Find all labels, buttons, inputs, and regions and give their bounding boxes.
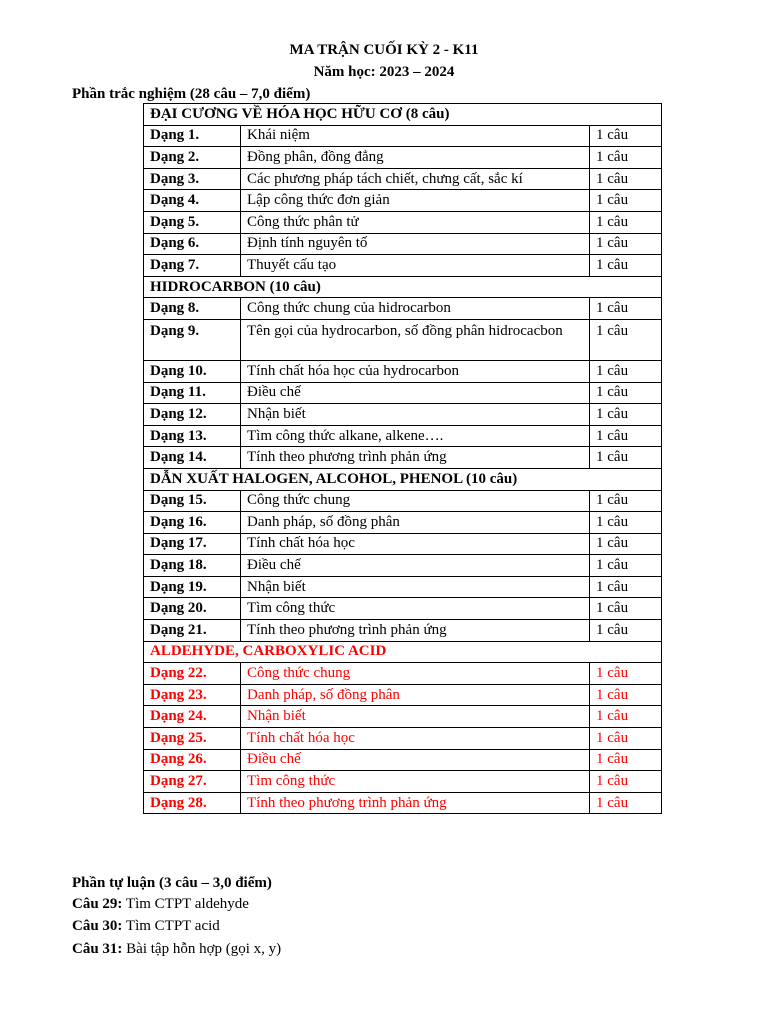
count-cell: 1 câu <box>590 125 662 147</box>
count-cell: 1 câu <box>590 576 662 598</box>
table-row <box>144 360 662 382</box>
dang-label: Dạng 17. <box>144 533 241 555</box>
dang-label: Dạng 13. <box>144 425 241 447</box>
count-cell: 1 câu <box>590 555 662 577</box>
essay-question-text: Tìm CTPT aldehyde <box>122 896 249 912</box>
count-cell: 1 câu <box>590 792 662 814</box>
section-header-row <box>144 276 662 298</box>
topic-cell: Tính chất hóa học <box>241 728 590 750</box>
table-row <box>144 598 662 620</box>
section-heading: ALDEHYDE, CARBOXYLIC ACID <box>144 641 662 663</box>
dang-label: Dạng 12. <box>144 404 241 426</box>
dang-label: Dạng 15. <box>144 490 241 512</box>
table-row <box>144 233 662 255</box>
topic-cell: Tìm công thức <box>241 771 590 793</box>
section-header-row <box>144 468 662 490</box>
exam-matrix-table <box>143 103 662 814</box>
multiple-choice-heading: Phần trắc nghiệm (28 câu – 7,0 điểm) <box>72 86 311 102</box>
topic-cell: Công thức chung <box>241 490 590 512</box>
dang-label: Dạng 26. <box>144 749 241 771</box>
dang-label: Dạng 16. <box>144 512 241 534</box>
topic-cell: Điều chế <box>241 555 590 577</box>
count-cell: 1 câu <box>590 728 662 750</box>
table-row <box>144 663 662 685</box>
table-row <box>144 382 662 404</box>
essay-question-label: Câu 29: <box>72 896 123 912</box>
table-row <box>144 319 662 360</box>
dang-label: Dạng 19. <box>144 576 241 598</box>
table-row <box>144 447 662 469</box>
topic-cell: Các phương pháp tách chiết, chưng cất, sắc kí <box>241 168 590 190</box>
table-row <box>144 771 662 793</box>
count-cell: 1 câu <box>590 211 662 233</box>
topic-cell: Tính theo phương trình phản ứng <box>241 620 590 642</box>
table-row <box>144 555 662 577</box>
count-cell: 1 câu <box>590 771 662 793</box>
table-row <box>144 125 662 147</box>
topic-cell: Công thức chung của hidrocarbon <box>241 298 590 320</box>
count-cell: 1 câu <box>590 490 662 512</box>
essay-question-text: Bài tập hỗn hợp (gọi x, y) <box>122 941 282 957</box>
dang-label: Dạng 25. <box>144 728 241 750</box>
count-cell: 1 câu <box>590 190 662 212</box>
dang-label: Dạng 3. <box>144 168 241 190</box>
topic-cell: Công thức phân tử <box>241 211 590 233</box>
topic-cell: Tìm công thức <box>241 598 590 620</box>
dang-label: Dạng 9. <box>144 319 241 360</box>
table-row <box>144 425 662 447</box>
count-cell: 1 câu <box>590 533 662 555</box>
table-row <box>144 490 662 512</box>
school-year: Năm học: 2023 – 2024 <box>313 64 455 80</box>
section-heading: HIDROCARBON (10 câu) <box>144 276 662 298</box>
count-cell: 1 câu <box>590 168 662 190</box>
count-cell: 1 câu <box>590 319 662 360</box>
section-heading: ĐẠI CƯƠNG VỀ HÓA HỌC HỮU CƠ (8 câu) <box>144 104 662 126</box>
count-cell: 1 câu <box>590 404 662 426</box>
dang-label: Dạng 20. <box>144 598 241 620</box>
count-cell: 1 câu <box>590 360 662 382</box>
dang-label: Dạng 14. <box>144 447 241 469</box>
topic-cell: Nhận biết <box>241 576 590 598</box>
dang-label: Dạng 23. <box>144 684 241 706</box>
count-cell: 1 câu <box>590 620 662 642</box>
dang-label: Dạng 22. <box>144 663 241 685</box>
count-cell: 1 câu <box>590 255 662 277</box>
count-cell: 1 câu <box>590 706 662 728</box>
count-cell: 1 câu <box>590 425 662 447</box>
dang-label: Dạng 11. <box>144 382 241 404</box>
dang-label: Dạng 24. <box>144 706 241 728</box>
essay-question-label: Câu 31: <box>72 941 123 957</box>
topic-cell: Nhận biết <box>241 404 590 426</box>
table-row <box>144 298 662 320</box>
dang-label: Dạng 27. <box>144 771 241 793</box>
topic-cell: Tìm công thức alkane, alkene…. <box>241 425 590 447</box>
table-row <box>144 255 662 277</box>
dang-label: Dạng 18. <box>144 555 241 577</box>
table-row <box>144 168 662 190</box>
table-row <box>144 620 662 642</box>
topic-cell: Danh pháp, số đồng phân <box>241 512 590 534</box>
essay-item <box>72 894 249 914</box>
count-cell: 1 câu <box>590 749 662 771</box>
topic-cell: Tính theo phương trình phản ứng <box>241 447 590 469</box>
topic-cell: Điều chế <box>241 382 590 404</box>
dang-label: Dạng 2. <box>144 147 241 169</box>
table-row <box>144 533 662 555</box>
count-cell: 1 câu <box>590 512 662 534</box>
count-cell: 1 câu <box>590 684 662 706</box>
count-cell: 1 câu <box>590 598 662 620</box>
table-row <box>144 728 662 750</box>
table-row <box>144 404 662 426</box>
section-header-row <box>144 104 662 126</box>
topic-cell: Khái niệm <box>241 125 590 147</box>
dang-label: Dạng 28. <box>144 792 241 814</box>
topic-cell: Công thức chung <box>241 663 590 685</box>
table-row <box>144 576 662 598</box>
dang-label: Dạng 1. <box>144 125 241 147</box>
topic-cell: Tính chất hóa học <box>241 533 590 555</box>
dang-label: Dạng 5. <box>144 211 241 233</box>
table-row <box>144 792 662 814</box>
table-row <box>144 706 662 728</box>
table-row <box>144 190 662 212</box>
topic-cell: Điều chế <box>241 749 590 771</box>
table-row <box>144 749 662 771</box>
topic-cell: Đồng phân, đồng đẳng <box>241 147 590 169</box>
dang-label: Dạng 8. <box>144 298 241 320</box>
topic-cell: Định tính nguyên tố <box>241 233 590 255</box>
document-title: MA TRẬN CUỐI KỲ 2 - K11 <box>289 42 479 58</box>
essay-heading: Phần tự luận (3 câu – 3,0 điểm) <box>72 875 272 891</box>
table-row <box>144 147 662 169</box>
count-cell: 1 câu <box>590 298 662 320</box>
topic-cell: Tính theo phương trình phản ứng <box>241 792 590 814</box>
dang-label: Dạng 7. <box>144 255 241 277</box>
essay-item <box>72 916 220 936</box>
section-header-row <box>144 641 662 663</box>
essay-question-text: Tìm CTPT acid <box>122 918 220 934</box>
essay-question-label: Câu 30: <box>72 918 123 934</box>
table-row <box>144 211 662 233</box>
count-cell: 1 câu <box>590 233 662 255</box>
dang-label: Dạng 21. <box>144 620 241 642</box>
count-cell: 1 câu <box>590 382 662 404</box>
essay-item <box>72 939 281 959</box>
count-cell: 1 câu <box>590 663 662 685</box>
topic-cell: Tính chất hóa học của hydrocarbon <box>241 360 590 382</box>
count-cell: 1 câu <box>590 147 662 169</box>
topic-cell: Danh pháp, số đồng phân <box>241 684 590 706</box>
count-cell: 1 câu <box>590 447 662 469</box>
topic-cell: Nhận biết <box>241 706 590 728</box>
topic-cell: Lập công thức đơn giản <box>241 190 590 212</box>
dang-label: Dạng 10. <box>144 360 241 382</box>
dang-label: Dạng 4. <box>144 190 241 212</box>
dang-label: Dạng 6. <box>144 233 241 255</box>
table-row <box>144 684 662 706</box>
topic-cell: Tên gọi của hydrocarbon, số đồng phân hidrocacbon <box>241 319 590 360</box>
table-row <box>144 512 662 534</box>
topic-cell: Thuyết cấu tạo <box>241 255 590 277</box>
section-heading: DẪN XUẤT HALOGEN, ALCOHOL, PHENOL (10 câu) <box>144 468 662 490</box>
